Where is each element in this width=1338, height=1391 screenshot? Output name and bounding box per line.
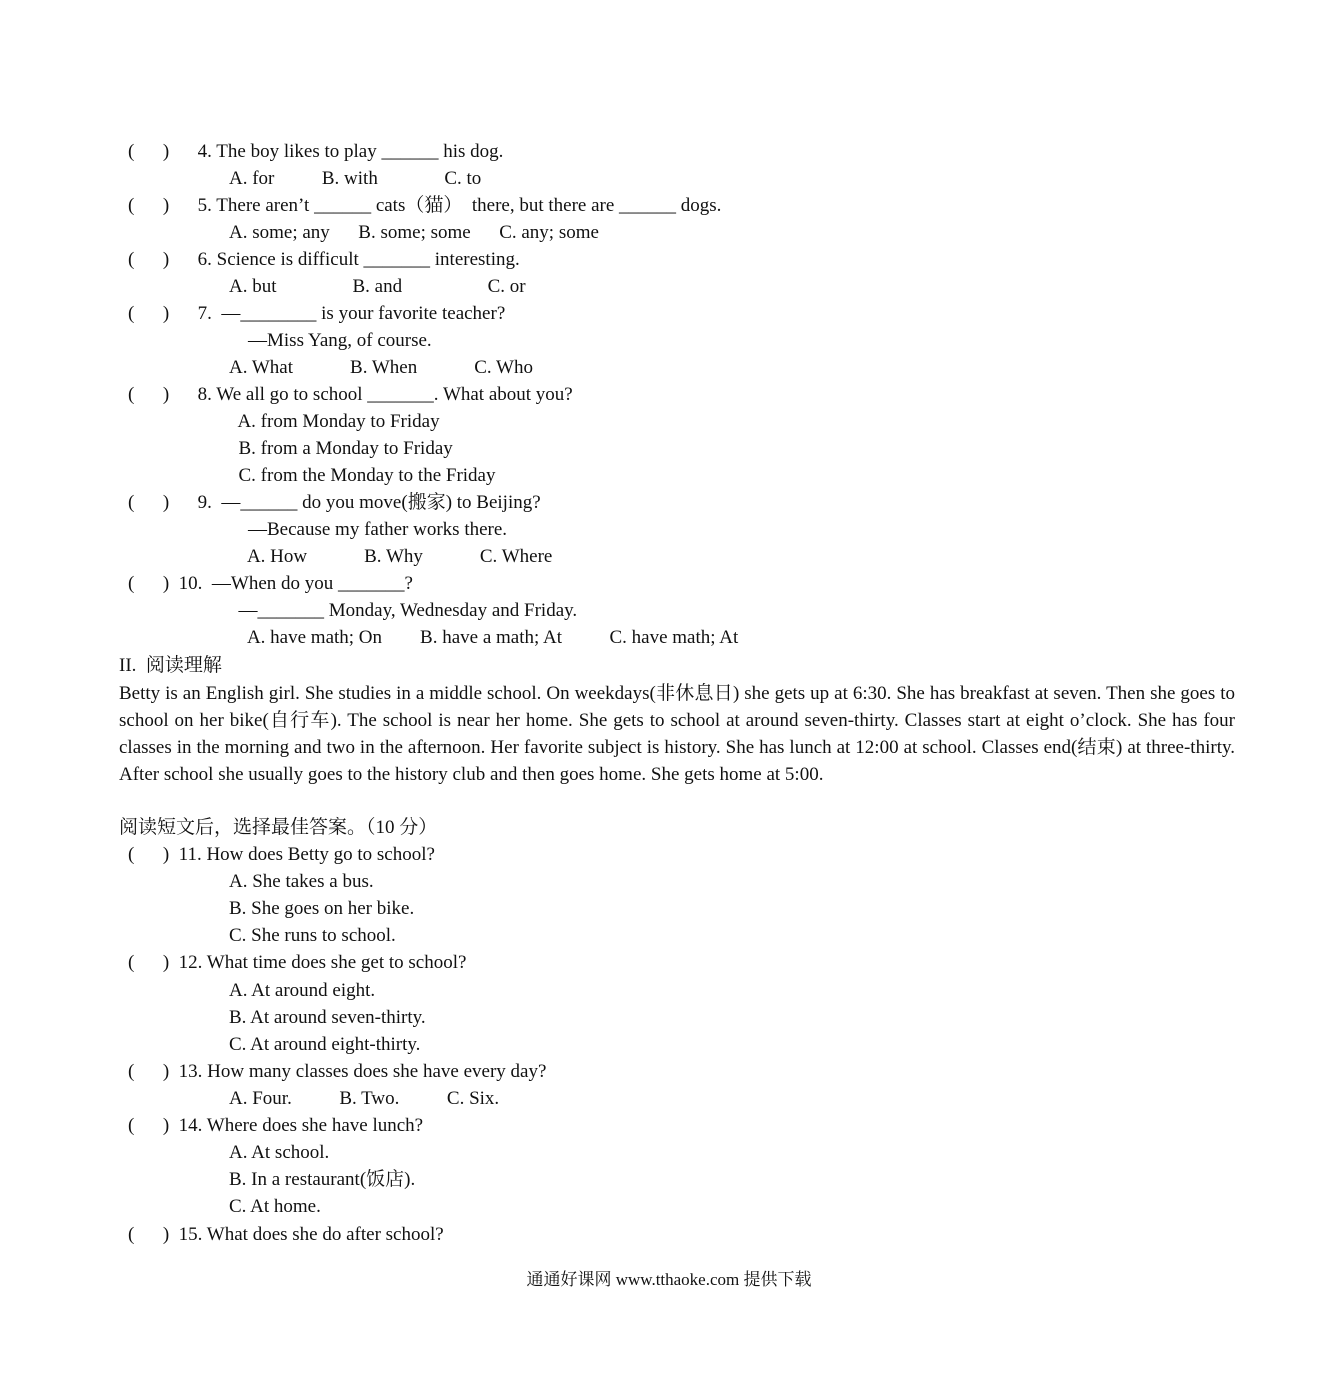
question-8-option-a: A. from Monday to Friday — [229, 411, 440, 432]
page-footer: 通通好课网 www.tthaoke.com 提供下载 — [526, 1270, 812, 1289]
question-9-options: A. How B. Why C. Where — [229, 546, 553, 567]
question-11-option-b: B. She goes on her bike. — [229, 898, 415, 919]
question-10-options: A. have math; On B. have a math; At C. have math; At — [229, 627, 739, 648]
question-10-dialog: —_______ Monday, Wednesday and Friday. — [229, 600, 578, 621]
question-9-dialog: —Because my father works there. — [229, 519, 508, 540]
question-7: ( ) 7. —________ is your favorite teacher? — [128, 303, 506, 324]
question-12-option-a: A. At around eight. — [229, 980, 376, 1001]
question-13: ( ) 13. How many classes does she have every day? — [128, 1061, 547, 1082]
question-13-options: A. Four. B. Two. C. Six. — [229, 1088, 500, 1109]
question-8-option-b: B. from a Monday to Friday — [229, 438, 453, 459]
question-7-options: A. What B. When C. Who — [229, 357, 533, 378]
question-4-options: A. for B. with C. to — [229, 168, 482, 189]
question-14-option-b: B. In a restaurant(饭店). — [229, 1169, 416, 1190]
question-11-option-c: C. She runs to school. — [229, 925, 396, 946]
question-14: ( ) 14. Where does she have lunch? — [128, 1115, 424, 1136]
question-5-options: A. some; any B. some; some C. any; some — [229, 222, 599, 243]
question-14-option-c: C. At home. — [229, 1196, 321, 1217]
question-7-dialog: —Miss Yang, of course. — [229, 330, 432, 351]
question-6: ( ) 6. Science is difficult _______ interesting. — [128, 249, 520, 270]
question-12-option-b: B. At around seven-thirty. — [229, 1007, 426, 1028]
question-6-options: A. but B. and C. or — [229, 276, 526, 297]
reading-instruction: 阅读短文后，选择最佳答案。（10 分） — [119, 817, 438, 838]
question-9: ( ) 9. —______ do you move(搬家) to Beijing? — [128, 492, 541, 513]
question-12: ( ) 12. What time does she get to school? — [128, 952, 467, 973]
reading-passage: Betty is an English girl. She studies in a middle school. On weekdays(非休息日) she gets up at 6:30. She has breakfast at seven. Then she goes to school on her bike(自行车). The school is near her home. She gets to school at around seven-thirty. Classes start at eight o’clock. She has four classes in the morning and two in the afternoon. Her favorite subject is history. She has lunch at 12:00 at school. Classes end(结束) at three-thirty. After school she usually goes to the history club and then goes home. She gets home at 5:00. — [119, 683, 1235, 785]
question-4: ( ) 4. The boy likes to play ______ his dog. — [128, 141, 504, 162]
section-title: II. 阅读理解 — [119, 655, 222, 676]
question-11-option-a: A. She takes a bus. — [229, 871, 374, 892]
question-8: ( ) 8. We all go to school _______. What about you? — [128, 384, 573, 405]
question-5: ( ) 5. There aren’t ______ cats（猫） there, but there are ______ dogs. — [128, 195, 722, 216]
question-12-option-c: C. At around eight-thirty. — [229, 1034, 421, 1055]
question-14-option-a: A. At school. — [229, 1142, 330, 1163]
question-10: ( ) 10. —When do you _______? — [128, 573, 413, 594]
question-15: ( ) 15. What does she do after school? — [128, 1224, 444, 1245]
question-8-option-c: C. from the Monday to the Friday — [229, 465, 496, 486]
question-11: ( ) 11. How does Betty go to school? — [128, 844, 435, 865]
